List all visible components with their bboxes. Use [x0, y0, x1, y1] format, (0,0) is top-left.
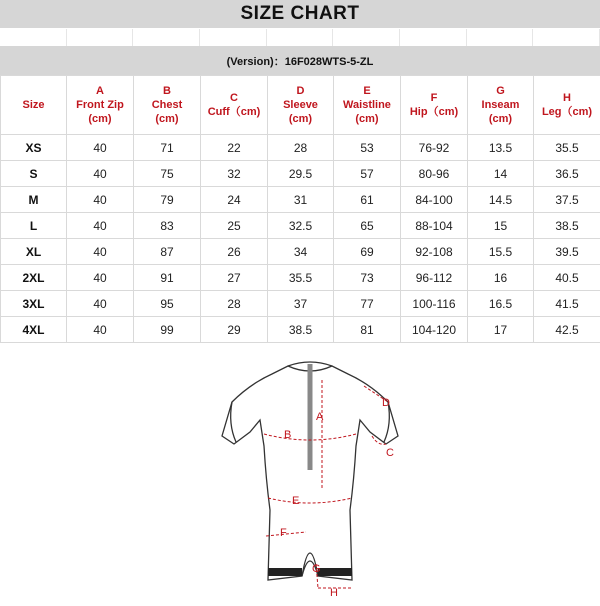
spacer-row [0, 29, 600, 46]
value-cell: 28 [201, 291, 268, 317]
column-header: C Cuff（cm) [201, 76, 268, 135]
version-text: (Version)：16F028WTS-5-ZL [226, 55, 374, 68]
label-h: H [330, 587, 338, 599]
column-header: B Chest (cm) [134, 76, 201, 135]
value-cell: 87 [134, 239, 201, 265]
label-g: G [312, 563, 321, 575]
size-cell: 2XL [1, 265, 67, 291]
value-cell: 29.5 [268, 161, 334, 187]
value-cell: 76-92 [401, 135, 468, 161]
value-cell: 88-104 [401, 213, 468, 239]
value-cell: 16 [468, 265, 534, 291]
label-f: F [280, 527, 287, 539]
value-cell: 95 [134, 291, 201, 317]
column-header: A Front Zip (cm) [67, 76, 134, 135]
table-body [1, 135, 600, 343]
value-cell: 84-100 [401, 187, 468, 213]
column-header: G Inseam (cm) [468, 76, 534, 135]
size-table [0, 75, 600, 343]
value-cell: 96-112 [401, 265, 468, 291]
value-cell: 34 [268, 239, 334, 265]
value-cell: 99 [134, 317, 201, 343]
size-cell: M [1, 187, 67, 213]
value-cell: 39.5 [534, 239, 600, 265]
header-row [1, 76, 600, 135]
value-cell: 40 [67, 161, 134, 187]
label-c: C [386, 447, 394, 459]
bodysuit-diagram [200, 350, 420, 602]
label-d: D [382, 397, 390, 409]
value-cell: 35.5 [268, 265, 334, 291]
left-leg-band [268, 568, 302, 576]
size-cell: L [1, 213, 67, 239]
value-cell: 37.5 [534, 187, 600, 213]
value-cell: 15.5 [468, 239, 534, 265]
title-bar [0, 0, 600, 28]
value-cell: 91 [134, 265, 201, 291]
value-cell: 25 [201, 213, 268, 239]
value-cell: 36.5 [534, 161, 600, 187]
value-cell: 65 [334, 213, 401, 239]
value-cell: 27 [201, 265, 268, 291]
value-cell: 40.5 [534, 265, 600, 291]
value-cell: 32.5 [268, 213, 334, 239]
label-b: B [284, 429, 292, 441]
value-cell: 80-96 [401, 161, 468, 187]
value-cell: 40 [67, 239, 134, 265]
value-cell: 38.5 [268, 317, 334, 343]
table-row [1, 161, 600, 187]
table-row [1, 213, 600, 239]
value-cell: 37 [268, 291, 334, 317]
value-cell: 31 [268, 187, 334, 213]
value-cell: 29 [201, 317, 268, 343]
value-cell: 57 [334, 161, 401, 187]
right-leg-band [318, 568, 352, 576]
value-cell: 38.5 [534, 213, 600, 239]
value-cell: 40 [67, 187, 134, 213]
value-cell: 13.5 [468, 135, 534, 161]
value-cell: 79 [134, 187, 201, 213]
version-bar [0, 46, 600, 75]
value-cell: 22 [201, 135, 268, 161]
bodysuit-outline [222, 362, 398, 580]
value-cell: 92-108 [401, 239, 468, 265]
value-cell: 61 [334, 187, 401, 213]
table-row [1, 317, 600, 343]
value-cell: 15 [468, 213, 534, 239]
value-cell: 104-120 [401, 317, 468, 343]
size-cell: S [1, 161, 67, 187]
size-cell: 3XL [1, 291, 67, 317]
value-cell: 40 [67, 265, 134, 291]
value-cell: 40 [67, 135, 134, 161]
value-cell: 41.5 [534, 291, 600, 317]
label-a: A [316, 411, 324, 423]
value-cell: 73 [334, 265, 401, 291]
value-cell: 14.5 [468, 187, 534, 213]
value-cell: 35.5 [534, 135, 600, 161]
column-header: F Hip（cm) [401, 76, 468, 135]
value-cell: 83 [134, 213, 201, 239]
value-cell: 26 [201, 239, 268, 265]
label-e: E [292, 495, 300, 507]
table-row [1, 135, 600, 161]
value-cell: 28 [268, 135, 334, 161]
column-header: H Leg（cm) [534, 76, 600, 135]
size-cell: 4XL [1, 317, 67, 343]
column-header: E Waistline (cm) [334, 76, 401, 135]
value-cell: 24 [201, 187, 268, 213]
table-row [1, 265, 600, 291]
value-cell: 81 [334, 317, 401, 343]
size-cell: XL [1, 239, 67, 265]
table-row [1, 239, 600, 265]
measurement-lines [264, 380, 388, 588]
page-title: SIZE CHART [240, 3, 360, 24]
value-cell: 17 [468, 317, 534, 343]
table-row [1, 291, 600, 317]
value-cell: 32 [201, 161, 268, 187]
value-cell: 53 [334, 135, 401, 161]
value-cell: 100-116 [401, 291, 468, 317]
value-cell: 77 [334, 291, 401, 317]
value-cell: 75 [134, 161, 201, 187]
value-cell: 42.5 [534, 317, 600, 343]
value-cell: 14 [468, 161, 534, 187]
value-cell: 71 [134, 135, 201, 161]
value-cell: 16.5 [468, 291, 534, 317]
size-cell: XS [1, 135, 67, 161]
column-header: Size [1, 76, 67, 135]
value-cell: 40 [67, 213, 134, 239]
value-cell: 40 [67, 317, 134, 343]
value-cell: 40 [67, 291, 134, 317]
column-header: D Sleeve (cm) [268, 76, 334, 135]
value-cell: 69 [334, 239, 401, 265]
table-row [1, 187, 600, 213]
